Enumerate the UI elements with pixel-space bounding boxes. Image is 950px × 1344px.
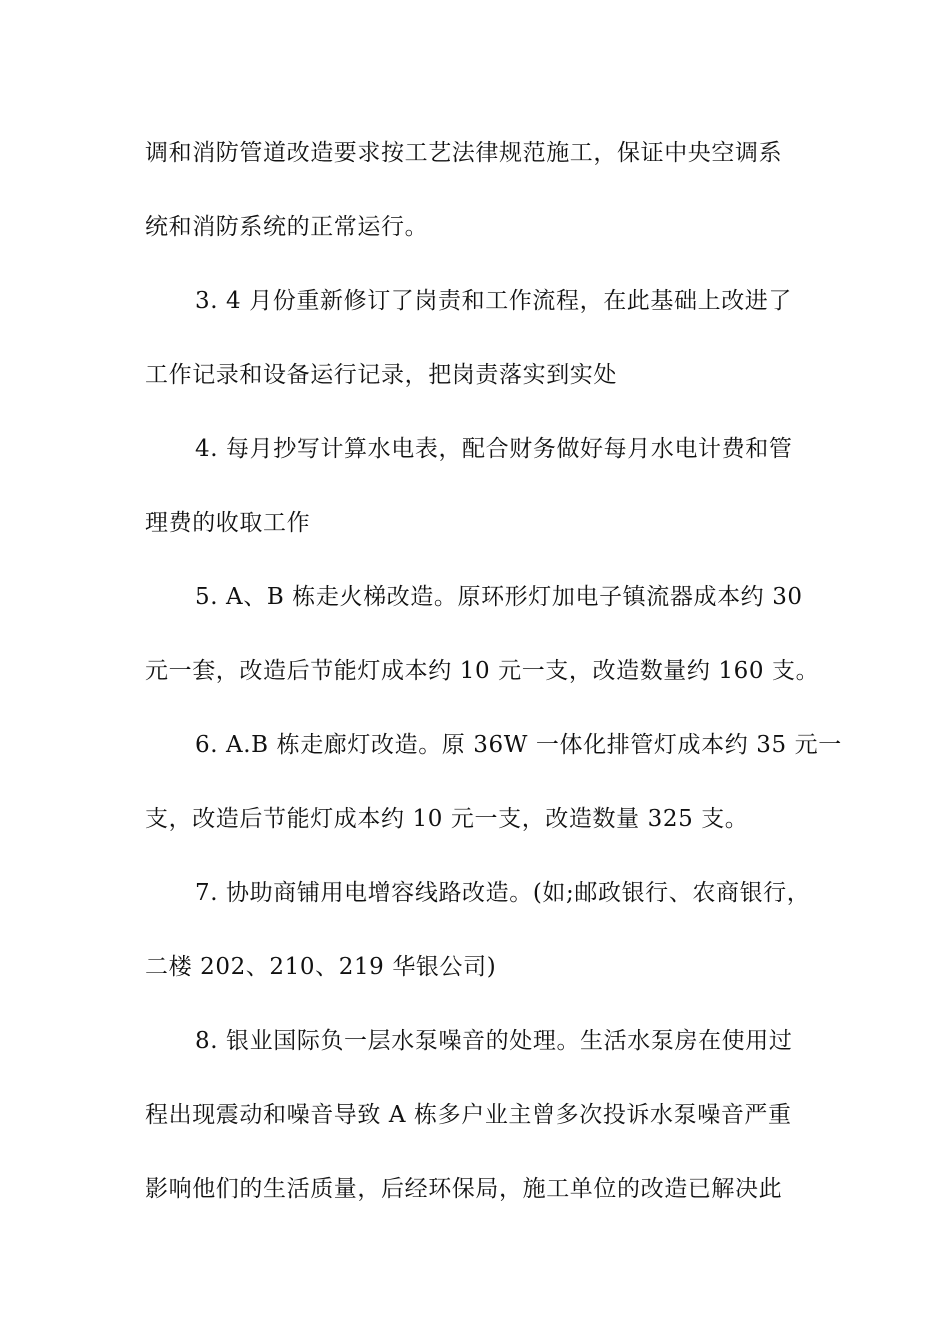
text-line: 支，改造后节能灯成本约 10 元一支，改造数量 325 支。 [145,806,749,832]
text-line: 8. 银业国际负一层水泵噪音的处理。生活水泵房在使用过 [195,1028,793,1054]
text-line: 调和消防管道改造要求按工艺法律规范施工，保证中央空调系 [145,140,783,166]
text-line: 程出现震动和噪音导致 A 栋多户业主曾多次投诉水泵噪音严重 [145,1102,792,1128]
text-line: 影响他们的生活质量，后经环保局，施工单位的改造已解决此 [145,1176,783,1202]
text-line: 元一套，改造后节能灯成本约 10 元一支，改造数量约 160 支。 [145,658,820,684]
document-body [145,130,842,1240]
text-line: 二楼 202、210、219 华银公司) [145,954,497,980]
text-line: 5. A、B 栋走火梯改造。原环形灯加电子镇流器成本约 30 [195,584,803,610]
text-line: 7. 协助商铺用电增容线路改造。(如;邮政银行、农商银行， [195,880,811,906]
text-line: 6. A.B 栋走廊灯改造。原 36W 一体化排管灯成本约 35 元一 [195,732,842,758]
text-line: 统和消防系统的正常运行。 [145,214,429,240]
text-line: 理费的收取工作 [145,510,311,536]
text-line: 工作记录和设备运行记录，把岗责落实到实处 [145,362,617,388]
text-line: 4. 每月抄写计算水电表，配合财务做好每月水电计费和管 [195,436,793,462]
text-line: 3. 4 月份重新修订了岗责和工作流程，在此基础上改进了 [195,288,792,314]
